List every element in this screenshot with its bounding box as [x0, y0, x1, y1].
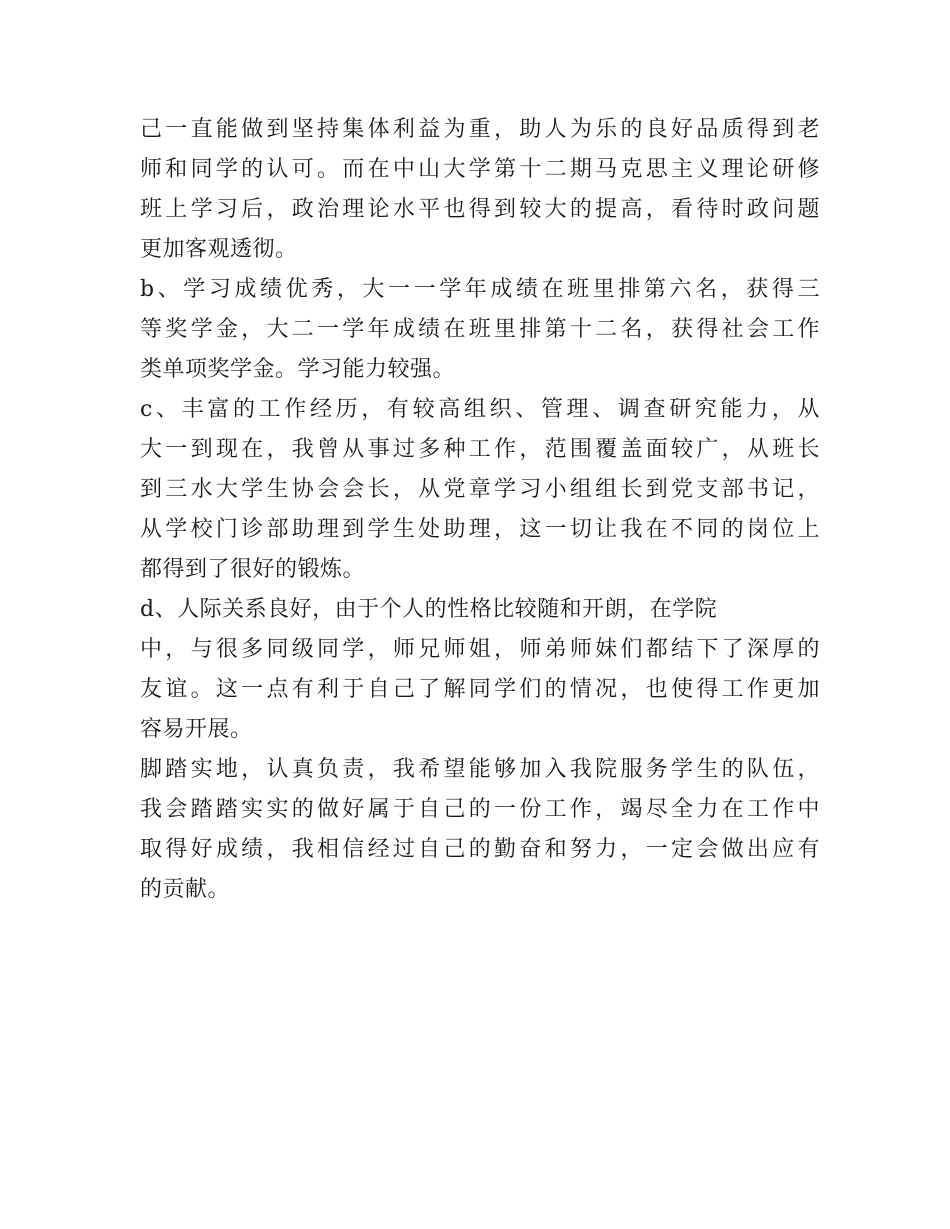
text-line: b、学习成绩优秀，大一一学年成绩在班里排第六名，获得三 — [140, 277, 820, 302]
text-line: 大一到现在，我曾从事过多种工作，范围覆盖面较广，从班长 — [140, 437, 820, 462]
paragraph-item-c — [140, 390, 820, 590]
text-line: 容易开展。 — [140, 717, 253, 742]
text-line: d、人际关系良好，由于个人的性格比较随和开朗，在学院 — [140, 597, 718, 622]
paragraph-item-b — [140, 270, 820, 390]
text-line: 班上学习后，政治理论水平也得到较大的提高，看待时政问题 — [140, 197, 820, 222]
text-line: 都得到了很好的锻炼。 — [140, 557, 366, 582]
paragraph-intro-continuation — [140, 110, 820, 270]
text-line: 中，与很多同级同学，师兄师姐，师弟师妹们都结下了深厚的 — [140, 637, 820, 662]
text-line: 等奖学金，大二一学年成绩在班里排第十二名，获得社会工作 — [140, 317, 820, 342]
text-line: 己一直能做到坚持集体利益为重，助人为乐的良好品质得到老 — [140, 117, 820, 142]
text-line: 类单项奖学金。学习能力较强。 — [140, 357, 456, 382]
document-body — [140, 110, 820, 910]
text-line: 友谊。这一点有利于自己了解同学们的情况，也使得工作更加 — [140, 677, 820, 702]
text-line: 我会踏踏实实的做好属于自己的一份工作，竭尽全力在工作中 — [140, 797, 820, 822]
text-line: 到三水大学生协会会长，从党章学习小组组长到党支部书记， — [140, 477, 820, 502]
paragraph-conclusion — [140, 750, 820, 910]
text-line: c、丰富的工作经历，有较高组织、管理、调查研究能力，从 — [140, 397, 820, 422]
text-line: 师和同学的认可。而在中山大学第十二期马克思主义理论研修 — [140, 157, 820, 182]
text-line: 脚踏实地，认真负责，我希望能够加入我院服务学生的队伍， — [140, 757, 820, 782]
text-line: 取得好成绩，我相信经过自己的勤奋和努力，一定会做出应有 — [140, 837, 820, 862]
paragraph-item-d — [140, 590, 820, 750]
text-line: 从学校门诊部助理到学生处助理，这一切让我在不同的岗位上 — [140, 517, 820, 542]
text-line: 的贡献。 — [140, 877, 231, 902]
text-line: 更加客观透彻。 — [140, 237, 298, 262]
